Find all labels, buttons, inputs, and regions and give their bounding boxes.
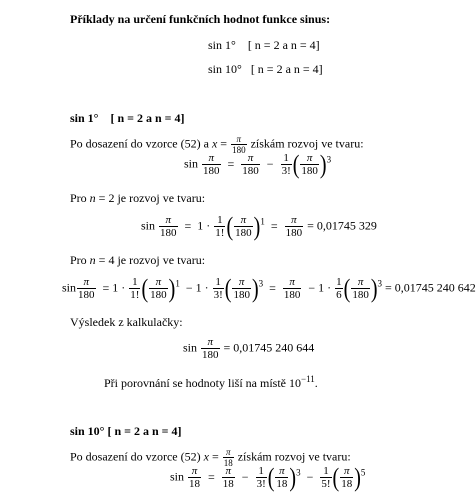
example-params: [ n = 2 a n = 4]	[250, 62, 323, 76]
formula-n4: sin $\frac{\pi}{180}$ = 1 · $\frac{1}{1!}$ ( $\frac{\pi}{180}$ )$^1$ − 1 · $\frac{1}{3!}$ ( $\frac{\pi}{180}$ )$^3$ = $\frac{\pi}{180}$ − 1 · $\frac{1}{6}$ ( $\frac{\pi}{180}$ )$^3$ = 0,01745 240 642	[62, 274, 476, 303]
heading-fn: sin 10°	[70, 424, 105, 438]
formula-n2: sin $\frac{\pi}{180}$ = 1 · $\frac{1}{1!}$ ( $\frac{\pi}{180}$ )$^1$ = $\frac{\pi}{180}$ = 0,01745 329	[141, 212, 377, 241]
heading-fn: sin 1°	[70, 111, 99, 125]
n4-label: Pro n = 4 je rozvoj ve tvaru:	[70, 253, 206, 267]
formula-expansion-2: sin $\frac{\pi}{18}$ = $\frac{\pi}{18}$ − $\frac{1}{3!}$ ( $\frac{\pi}{18}$ )$^3$ − $\frac{1}{5!}$ ( $\frac{\pi}{18}$ )$^5$	[170, 463, 366, 492]
section-heading-2	[70, 424, 182, 439]
example-fn: sin 1°	[208, 38, 236, 52]
intro-text: Po dosazení do vzorce (52) a	[70, 136, 212, 151]
heading-params: [ n = 2 a n = 4]	[107, 424, 182, 438]
formula-calc: sin $\frac{\pi}{180}$ = 0,01745 240 644	[183, 336, 315, 361]
intro-line-2: Po dosazení do vzorce (52) x = $\frac{\pi}{18}$ získám rozvoj ve tvaru:	[70, 447, 351, 468]
example-fn: sin 10°	[208, 62, 242, 76]
formula-expansion: sin $\frac{\pi}{180}$ = $\frac{\pi}{180}$ − $\frac{1}{3!}$ ( $\frac{\pi}{180}$ )$^3$	[184, 150, 332, 179]
compare-line: Při porovnání se hodnoty liší na místě $10^{-11}$.	[104, 374, 318, 390]
intro-text: získám rozvoj ve tvaru:	[247, 136, 364, 151]
var-x: x	[211, 136, 218, 151]
intro-line-1: Po dosazení do vzorce (52) a x = $\frac{\pi}{180}$ získám rozvoj ve tvaru:	[70, 134, 364, 155]
page-title: Příklady na určení funkčních hodnot funkce sinus:	[70, 12, 331, 26]
heading-params: [ n = 2 a n = 4]	[110, 111, 185, 125]
n2-result: = 0,01745 329	[307, 218, 377, 233]
example-params: [ n = 2 a n = 4]	[247, 38, 320, 52]
example-item-2	[208, 62, 323, 77]
n2-label: Pro n = 2 je rozvoj ve tvaru:	[70, 191, 206, 205]
n4-result: = 0,01745 240 642	[385, 280, 476, 295]
calc-label: Výsledek z kalkulačky:	[70, 315, 183, 329]
calc-result: = 0,01745 240 644	[223, 340, 315, 355]
fraction: $\frac{\pi}{180}$	[232, 134, 246, 155]
section-heading-1	[70, 111, 185, 126]
example-item-1	[208, 38, 320, 53]
